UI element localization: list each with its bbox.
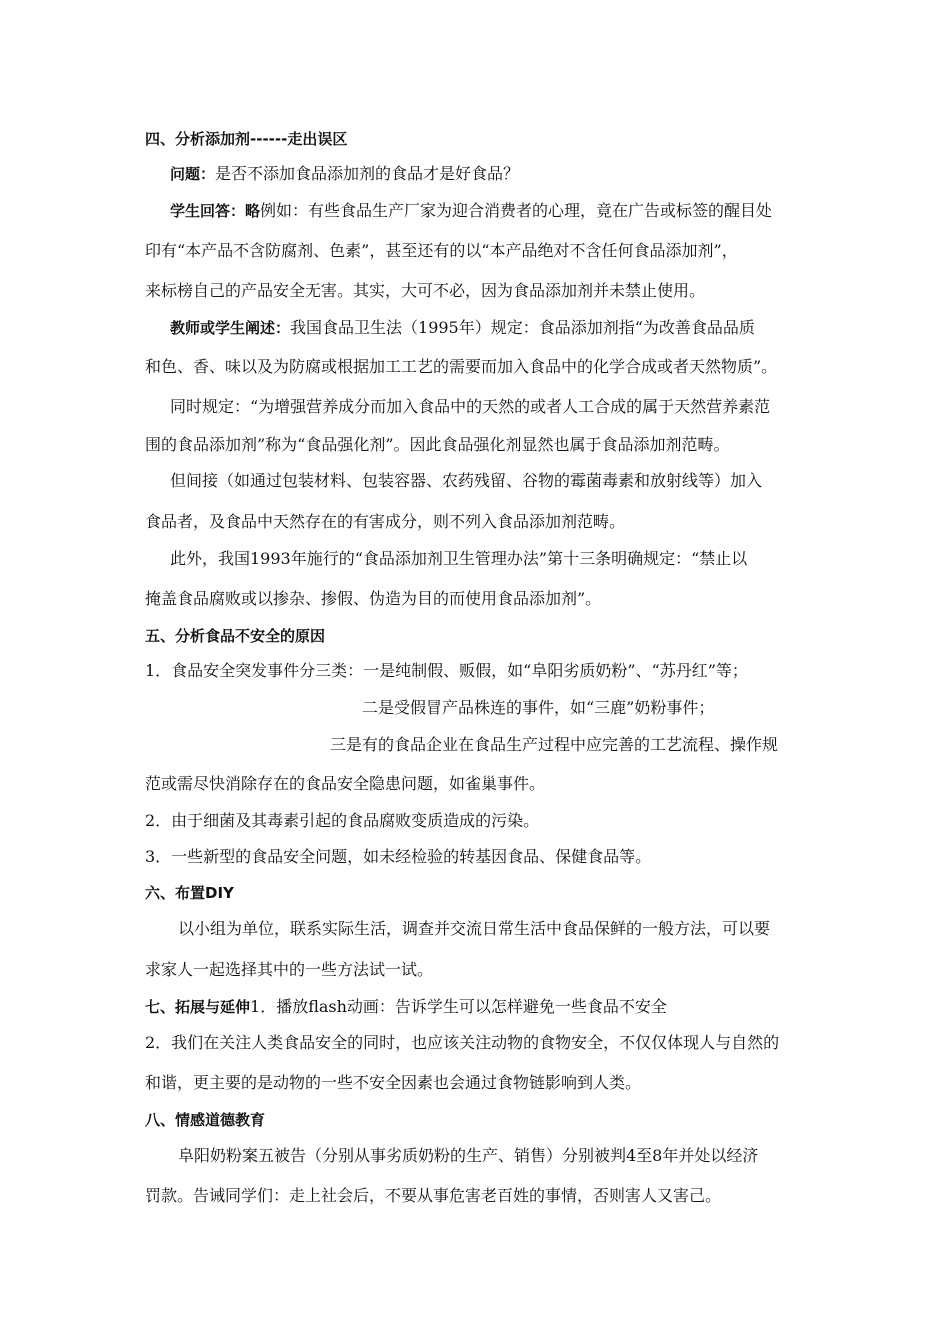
- section-6-heading: 六、布置DIY: [145, 884, 234, 902]
- moral-line-2: 罚款。告诫同学们：走上社会后，不要从事危害老百姓的事情，否则害人又害己。: [145, 1186, 722, 1205]
- teacher-line-2: 和色、香、味以及为防腐或根据加工工艺的需要而加入食品中的化学合成或者天然物质”。: [145, 357, 778, 376]
- answer-line-2: 印有“本产品不含防腐剂、色素”，甚至还有的以“本产品绝对不含任何食品添加剂”，: [145, 241, 738, 260]
- answer-label: 学生回答：: [170, 202, 246, 220]
- teacher-label: 教师或学生阐述：: [170, 319, 291, 337]
- moral-line-1: 阜阳奶粉案五被告（分别从事劣质奶粉的生产、销售）分别被判4至8年并处以经济: [178, 1146, 759, 1165]
- paragraph-2-line-2: 围的食品添加剂”称为“食品强化剂”。因此食品强化剂显然也属于食品添加剂范畴。: [145, 435, 730, 454]
- diy-line-1: 以小组为单位，联系实际生活，调查并交流日常生活中食品保鲜的一般方法，可以要: [178, 919, 771, 938]
- extension-item-1: 1．播放flash动画：告诉学生可以怎样避免一些食品不安全: [250, 997, 667, 1016]
- section-5-heading: 五、分析食品不安全的原因: [145, 627, 326, 645]
- question-label: 问题：: [170, 165, 216, 183]
- section-7-line: [145, 996, 667, 1018]
- paragraph-4-line-2: 掩盖食品腐败或以掺杂、掺假、伪造为目的而使用食品添加剂”。: [145, 589, 602, 608]
- cause-item-1-line-2: 二是受假冒产品株连的事件，如“三鹿”奶粉事件；: [362, 698, 715, 717]
- question-text: 是否不添加食品添加剂的食品才是好食品？: [215, 164, 520, 183]
- paragraph-2-line-1: 同时规定：“为增强营养成分而加入食品中的天然的或者人工合成的属于天然营养素范: [170, 397, 771, 416]
- answer-text: 例如：有些食品生产厂家为迎合消费者的心理，竟在广告或标签的醒目处: [260, 201, 773, 220]
- section-4-heading: 四、分析添加剂------走出误区: [145, 130, 348, 148]
- cause-item-1-line-3: 三是有的食品企业在食品生产过程中应完善的工艺流程、操作规: [330, 735, 779, 754]
- paragraph-3-line-2: 食品者，及食品中天然存在的有害成分，则不列入食品添加剂范畴。: [145, 512, 626, 531]
- paragraph-4-line-1: 此外，我国1993年施行的“食品添加剂卫生管理办法”第十三条明确规定：“禁止以: [170, 549, 748, 568]
- extension-item-2-line-1: 2．我们在关注人类食品安全的同时，也应该关注动物的食物安全，不仅仅体现人与自然的: [145, 1033, 780, 1052]
- cause-item-1-line-1: 1．食品安全突发事件分三类：一是纯制假、贩假，如“阜阳劣质奶粉”、“苏丹红”等；: [145, 661, 748, 680]
- extension-item-2-line-2: 和谐，更主要的是动物的一些不安全因素也会通过食物链影响到人类。: [145, 1073, 642, 1092]
- teacher-text: 我国食品卫生法（1995年）规定：食品添加剂指“为改善食品品质: [290, 318, 755, 337]
- answer-line-1: [170, 200, 772, 222]
- answer-bold: 略: [245, 202, 261, 220]
- diy-line-2: 求家人一起选择其中的一些方法试一试。: [145, 960, 434, 979]
- answer-line-3: 来标榜自己的产品安全无害。其实，大可不必，因为食品添加剂并未禁止使用。: [145, 281, 706, 300]
- section-7-heading: 七、拓展与延伸: [145, 998, 251, 1016]
- question-line: [170, 163, 519, 185]
- cause-item-1-line-4: 范或需尽快消除存在的食品安全隐患问题，如雀巢事件。: [145, 774, 546, 793]
- section-8-heading: 八、情感道德教育: [145, 1111, 266, 1129]
- cause-item-3: 3．一些新型的食品安全问题，如未经检验的转基因食品、保健食品等。: [145, 847, 652, 866]
- teacher-line-1: [170, 317, 755, 339]
- paragraph-3-line-1: 但间接（如通过包装材料、包装容器、农药残留、谷物的霉菌毒素和放射线等）加入: [170, 471, 763, 490]
- cause-item-2: 2．由于细菌及其毒素引起的食品腐败变质造成的污染。: [145, 811, 540, 830]
